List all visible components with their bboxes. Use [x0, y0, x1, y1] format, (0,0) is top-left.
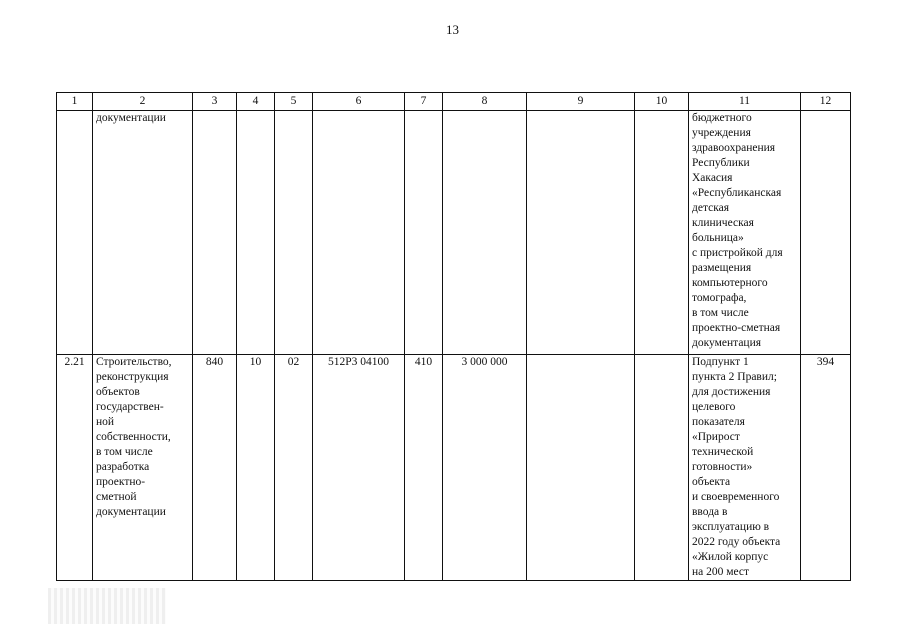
- cell-col-10: [635, 111, 689, 355]
- header-col-8: 8: [443, 93, 527, 111]
- cell-col-6: 512Р3 04100: [313, 355, 405, 581]
- cell-col-3: 840: [193, 355, 237, 581]
- cell-col-5: 02: [275, 355, 313, 581]
- cell-basis: Подпункт 1 пункта 2 Правил; для достижения целевого показателя «Прирост технической готовности» объекта и своевременного ввода в эксплуатацию в 2022 году объекта «Жилой корпус на 200 мест: [689, 355, 801, 581]
- faded-stamp: [48, 588, 166, 624]
- cell-number: 2.21: [57, 355, 93, 581]
- cell-col-7: [405, 111, 443, 355]
- header-col-11: 11: [689, 93, 801, 111]
- cell-col-9: [527, 111, 635, 355]
- cell-description: Строительство, реконструкция объектов государствен- ной собственности, в том числе разработка проектно- сметной документации: [93, 355, 193, 581]
- header-col-1: 1: [57, 93, 93, 111]
- table-row-2-21: [57, 355, 851, 581]
- header-row: [57, 93, 851, 111]
- cell-col-7: 410: [405, 355, 443, 581]
- header-col-12: 12: [801, 93, 851, 111]
- page-number: 13: [446, 22, 459, 37]
- header-col-7: 7: [405, 93, 443, 111]
- cell-description: документации: [93, 111, 193, 355]
- cell-col-9: [527, 355, 635, 581]
- header-col-6: 6: [313, 93, 405, 111]
- cell-col-12: 394: [801, 355, 851, 581]
- table-row-continuation: [57, 111, 851, 355]
- budget-table: [56, 92, 851, 581]
- header-col-5: 5: [275, 93, 313, 111]
- cell-col-8: [443, 111, 527, 355]
- cell-basis: бюджетного учреждения здравоохранения Республики Хакасия «Республиканская детская клиническая больница» с пристройкой для размещения компьютерного томографа, в том числе проектно-сметная документация: [689, 111, 801, 355]
- cell-col-8: 3 000 000: [443, 355, 527, 581]
- cell-col-10: [635, 355, 689, 581]
- cell-col-12: [801, 111, 851, 355]
- header-col-3: 3: [193, 93, 237, 111]
- cell-col-5: [275, 111, 313, 355]
- header-col-10: 10: [635, 93, 689, 111]
- header-col-9: 9: [527, 93, 635, 111]
- cell-col-4: 10: [237, 355, 275, 581]
- header-col-4: 4: [237, 93, 275, 111]
- cell-number: [57, 111, 93, 355]
- cell-col-4: [237, 111, 275, 355]
- header-col-2: 2: [93, 93, 193, 111]
- cell-col-6: [313, 111, 405, 355]
- cell-col-3: [193, 111, 237, 355]
